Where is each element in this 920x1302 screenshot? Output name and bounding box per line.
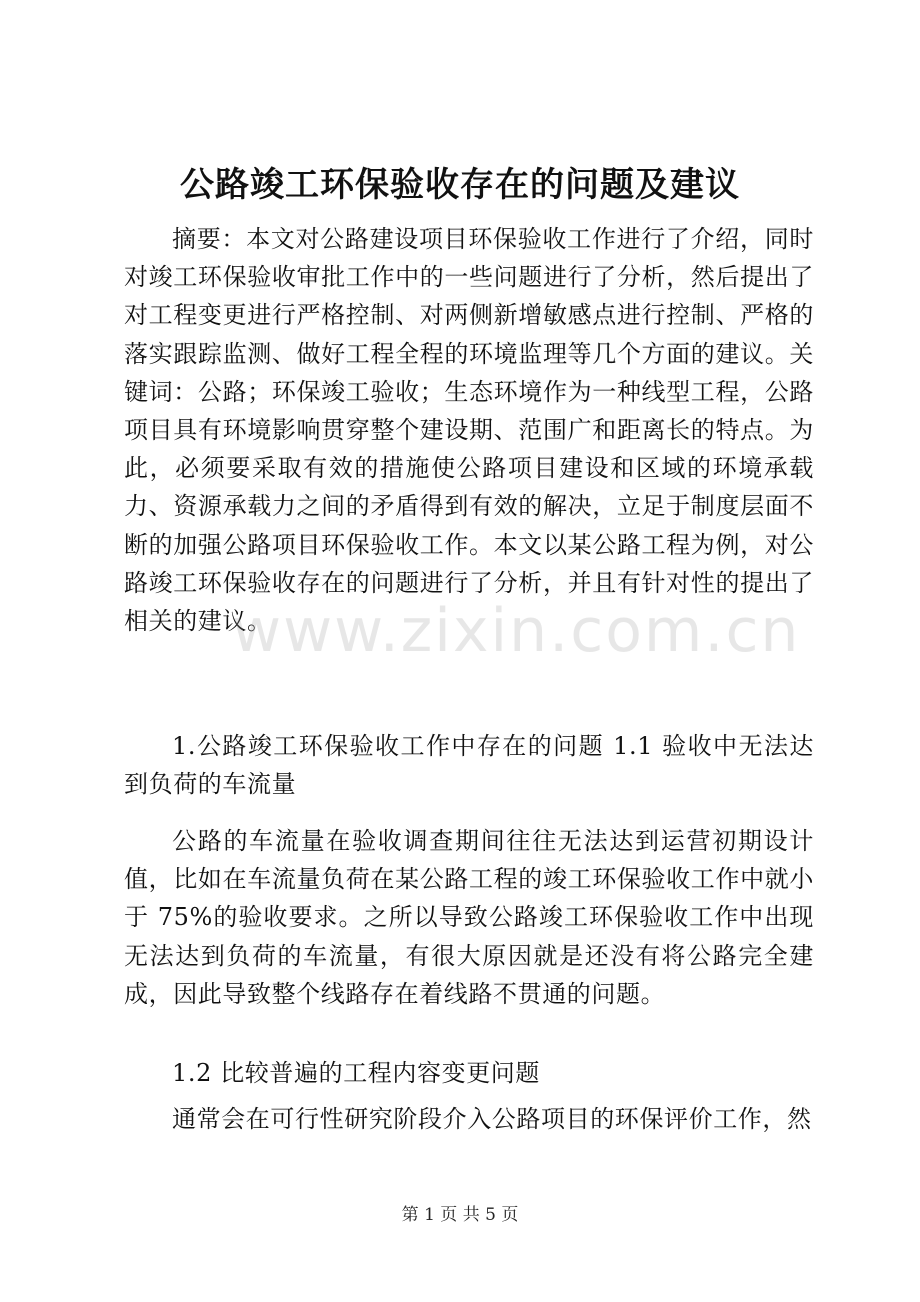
body-paragraph-1: 公路的车流量在验收调查期间往往无法达到运营初期设计值，比如在车流量负荷在某公路工程的竣工环保验收工作中就小于 75%的验收要求。之所以导致公路竣工环保验收工作中出现无法达到负荷的车流量，有很大原因就是还没有将公路完全建成，因此导致整个线路存在着线路不贯通的问题。 [124,827,814,1008]
section-heading-1: 1.公路竣工环保验收工作中存在的问题 1.1 验收中无法达到负荷的车流量 [124,732,814,799]
body-paragraph-2: 通常会在可行性研究阶段介入公路项目的环保评价工作，然 [172,1105,812,1133]
document-title: 公路竣工环保验收存在的问题及建议 [180,165,740,205]
section-heading-1-2: 1.2 比较普遍的工程内容变更问题 [172,1059,540,1087]
watermark: www.zixin.com.cn [232,596,801,666]
page-footer: 第 1 页 共 5 页 [401,1205,519,1225]
abstract-paragraph: 摘要：本文对公路建设项目环保验收工作进行了介绍，同时对竣工环保验收审批工作中的一些问题进行了分析，然后提出了对工程变更进行严格控制、对两侧新增敏感点进行控制、严格的落实跟踪监测、做好工程全程的环境监理等几个方面的建议。关键词：公路；环保竣工验收；生态环境作为一种线型工程，公路项目具有环境影响贯穿整个建设期、范围广和距离长的特点。为此，必须要采取有效的措施使公路项目建设和区域的环境承载力、资源承载力之间的矛盾得到有效的解决，立足于制度层面不断的加强公路项目环保验收工作。本文以某公路工程为例，对公路竣工环保验收存在的问题进行了分析，并且有针对性的提出了相关的建议。 [124,225,814,636]
